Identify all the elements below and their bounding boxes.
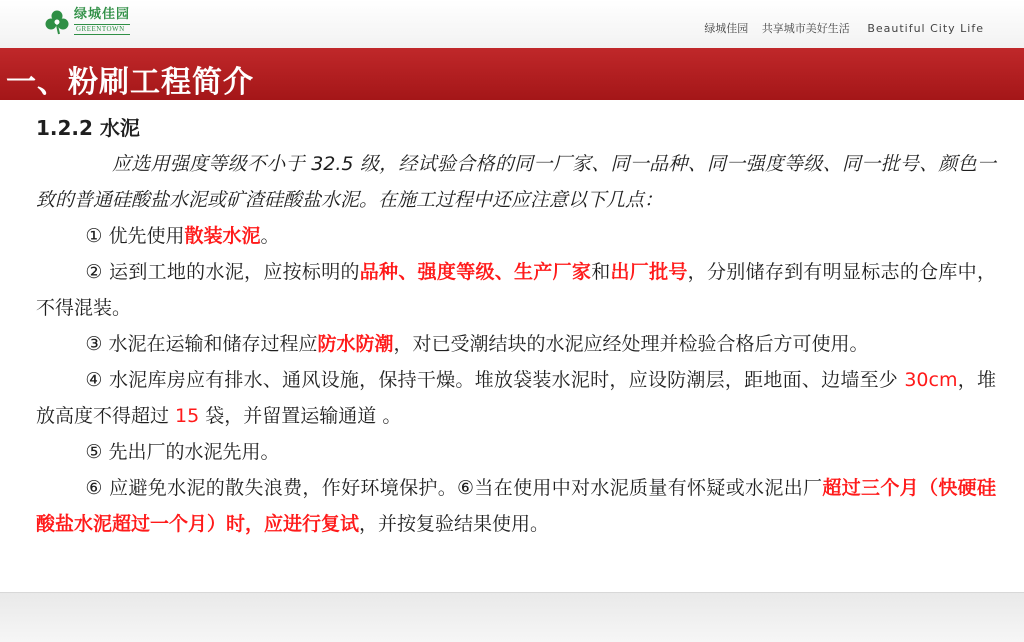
point-3 [36, 326, 996, 362]
point-2-highlight-1: 品种、强度等级、生产厂家 [359, 261, 592, 283]
header-slogan [694, 20, 984, 36]
point-2-highlight-2: 出厂批号 [610, 261, 688, 283]
point-4-end: 袋，并留置运输通道 。 [199, 405, 402, 427]
point-2-end: ，分别储存到有明显标志的仓库中，不得混装。 [36, 261, 996, 319]
point-2 [36, 254, 996, 326]
point-1-highlight: 散装水泥 [184, 225, 261, 247]
point-6-text: ⑥ 应避免水泥的散失浪费，作好环境保护。⑥当在使用中对水泥质量有怀疑或水泥出厂 [85, 477, 823, 499]
point-6-end: ，并按复验结果使用。 [359, 513, 550, 535]
point-2-text: ② 运到工地的水泥，应按标明的 [85, 261, 360, 283]
clover-logo-icon [44, 9, 70, 35]
section-heading: 1.2.2 水泥 [36, 116, 140, 140]
main-content [36, 112, 996, 542]
point-4-mid: ，堆放高度不得超过 [36, 369, 996, 427]
intro-paragraph: 应选用强度等级不小于 32.5 级，经试验合格的同一厂家、同一品种、同一强度等级、同一批号、颜色一致的普通硅酸盐水泥或矿渣硅酸盐水泥。在施工过程中还应注意以下几点： [36, 153, 996, 211]
point-5 [36, 434, 996, 470]
logo-name-cn: 绿城佳园 [74, 7, 131, 22]
point-6 [36, 470, 996, 542]
point-5-text: ⑤ 先出厂的水泥先用。 [85, 441, 280, 463]
greentown-logo [44, 8, 130, 35]
point-3-end: ，对已受潮结块的水泥应经处理并检验合格后方可使用。 [393, 333, 869, 355]
point-4 [36, 362, 996, 434]
slogan-brand: 绿城佳园 [704, 22, 749, 35]
slogan-en: Beautiful City Life [867, 22, 984, 35]
title-band [0, 48, 1024, 100]
point-1 [36, 218, 996, 254]
page-title: 一、粉刷工程简介 [6, 65, 254, 100]
footer-bar [0, 592, 1024, 642]
point-2-and: 和 [591, 261, 611, 283]
slogan-cn: 共享城市美好生活 [761, 22, 850, 35]
logo-text [74, 8, 130, 35]
point-3-text: ③ 水泥在运输和储存过程应 [85, 333, 318, 355]
point-4-distance: 30cm [904, 369, 958, 391]
point-4-count: 15 [175, 405, 200, 427]
logo-name-en: GREENTOWN [74, 24, 130, 35]
point-3-highlight: 防水防潮 [317, 333, 394, 355]
point-4-text: ④ 水泥库房应有排水、通风设施，保持干燥。堆放袋装水泥时，应设防潮层，距地面、边墙至少 [85, 369, 905, 391]
point-6-highlight: 超过三个月（快硬硅酸盐水泥超过一个月）时，应进行复试 [36, 477, 996, 535]
point-1-end: 。 [260, 225, 280, 247]
header-bar [0, 0, 1024, 48]
point-1-text: ① 优先使用 [85, 225, 185, 247]
